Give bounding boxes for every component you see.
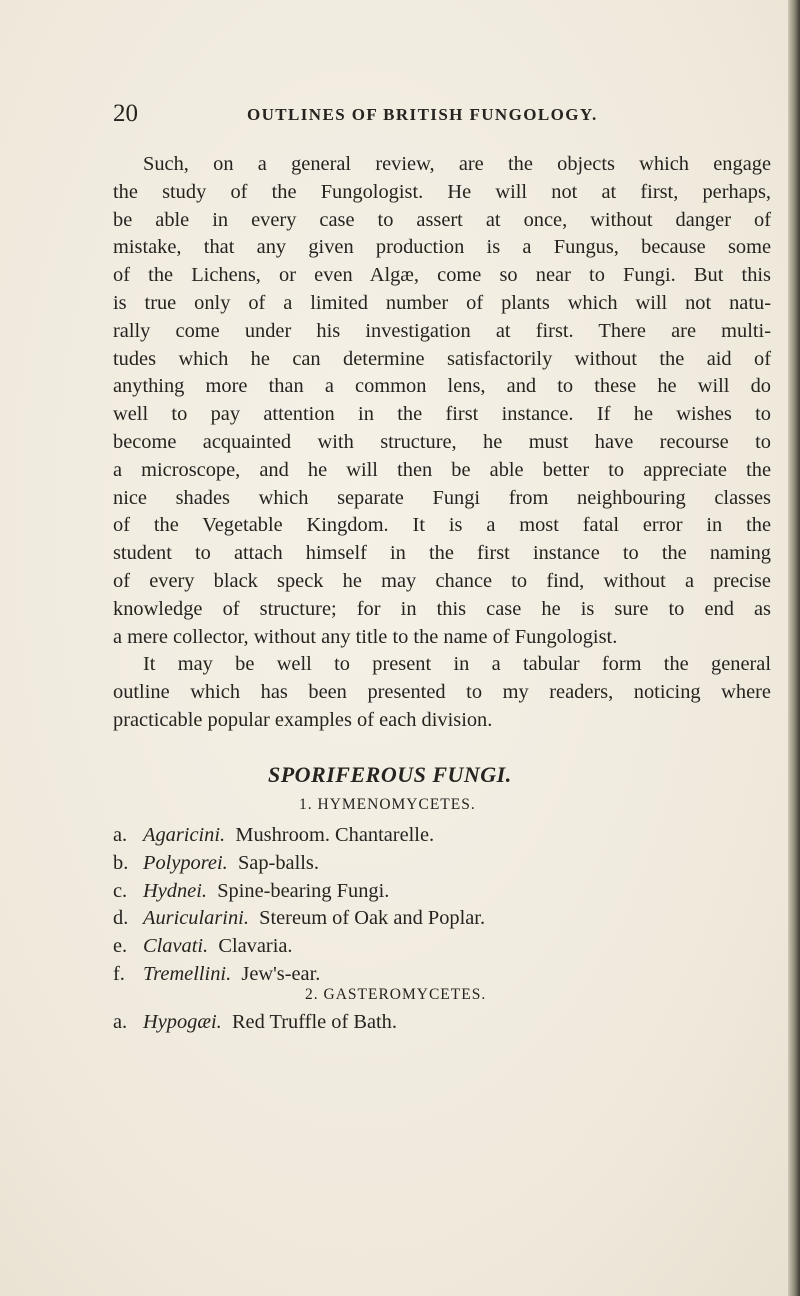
text-line: knowledge of structure; for in this case he is sure to end as <box>113 597 771 620</box>
text-line: the study of the Fungologist. He will not at first, perhaps, <box>113 180 771 203</box>
text-line: It may be well to present in a tabular form the general <box>143 653 771 676</box>
page-number: 20 <box>113 100 138 127</box>
list-item <box>113 905 773 933</box>
item-group: Polyporei. <box>143 851 228 874</box>
item-examples: Mushroom. Chantarelle. <box>235 824 435 846</box>
item-group: Hydnei. <box>143 879 207 902</box>
item-group: Agaricini. <box>143 824 226 846</box>
text-line: is true only of a limited number of plants which will not natu- <box>113 291 771 314</box>
subsection-heading-gasteromycetes: 2. GASTEROMYCETES. <box>305 986 487 1003</box>
text-line: anything more than a common lens, and to these he will do <box>113 375 771 398</box>
hymenomycetes-list <box>113 822 773 989</box>
item-letter: a. <box>113 1011 128 1033</box>
item-letter: c. <box>113 879 128 902</box>
list-item <box>113 1009 773 1037</box>
text-line: a mere collector, without any title to the name of Fungologist. <box>113 625 618 648</box>
item-group: Auricularini. <box>143 907 249 930</box>
item-letter: b. <box>113 851 129 874</box>
list-item <box>113 850 773 878</box>
list-item <box>113 822 773 850</box>
page-header <box>0 100 800 134</box>
list-item <box>113 961 773 989</box>
item-letter: a. <box>113 824 128 846</box>
section-title: SPORIFEROUS FUNGI. <box>268 762 512 787</box>
item-examples: Jew's-ear. <box>241 962 321 985</box>
item-letter: f. <box>113 962 125 985</box>
text-line: well to pay attention in the first instance. If he wishes to <box>113 403 771 426</box>
text-line: mistake, that any given production is a Fungus, because some <box>113 236 771 259</box>
text-line: tudes which he can determine satisfactorily without the aid of <box>113 347 771 370</box>
text-line: outline which has been presented to my readers, noticing where <box>113 681 771 704</box>
list-item <box>113 878 773 906</box>
item-group: Tremellini. <box>143 962 232 985</box>
item-group: Hypogæi. <box>143 1011 222 1033</box>
page-edge-shadow <box>788 0 800 1296</box>
item-examples: Red Truffle of Bath. <box>231 1011 397 1033</box>
item-examples: Stereum of Oak and Poplar. <box>259 907 486 930</box>
gasteromycetes-list <box>113 1009 773 1037</box>
item-letter: d. <box>113 907 129 930</box>
text-line: student to attach himself in the first instance to the naming <box>113 542 771 565</box>
text-line: be able in every case to assert at once, without danger of <box>113 208 771 231</box>
text-line: of every black speck he may chance to find, without a precise <box>113 569 771 592</box>
text-line: practicable popular examples of each division. <box>113 708 493 731</box>
list-item <box>113 933 773 961</box>
subsection-heading-hymenomycetes: 1. HYMENOMYCETES. <box>299 796 476 813</box>
text-line: a microscope, and he will then be able better to appreciate the <box>113 458 771 481</box>
item-examples: Clavaria. <box>218 935 293 958</box>
text-line: of the Lichens, or even Algæ, come so near to Fungi. But this <box>113 264 771 287</box>
text-line: nice shades which separate Fungi from neighbouring classes <box>113 486 771 509</box>
text-line: rally come under his investigation at first. There are multi- <box>113 319 771 342</box>
item-group: Clavati. <box>143 935 209 958</box>
text-line: of the Vegetable Kingdom. It is a most fatal error in the <box>113 514 771 537</box>
text-line: become acquainted with structure, he must have recourse to <box>113 430 771 453</box>
item-examples: Sap-balls. <box>237 851 319 874</box>
item-examples: Spine-bearing Fungi. <box>217 879 390 902</box>
running-title: OUTLINES OF BRITISH FUNGOLOGY. <box>247 105 598 124</box>
item-letter: e. <box>113 935 128 958</box>
text-line: Such, on a general review, are the objects which engage <box>143 153 771 175</box>
body-paragraphs <box>113 151 771 735</box>
